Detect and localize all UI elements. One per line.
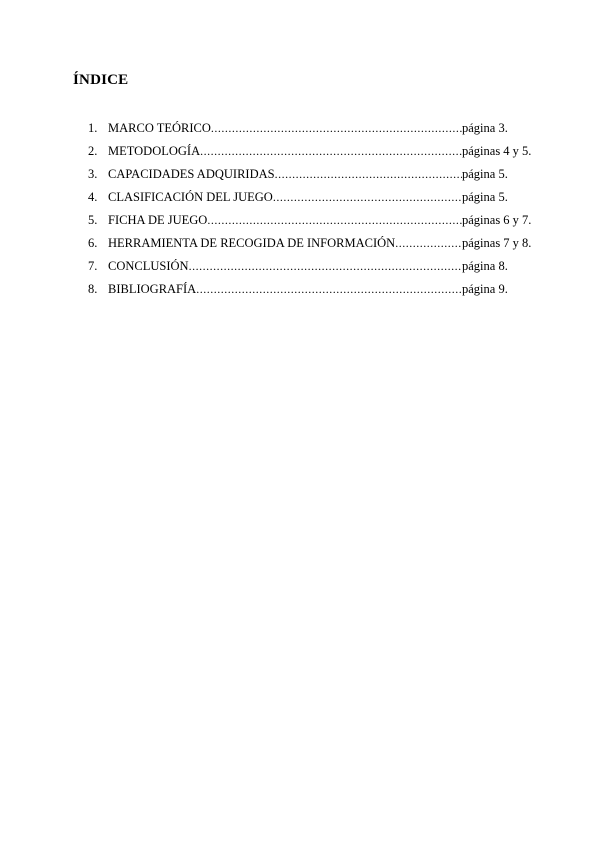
table-of-contents xyxy=(88,121,538,305)
toc-item-number: 1. xyxy=(88,121,98,135)
toc-item-label: HERRAMIENTA DE RECOGIDA DE INFORMACIÓN xyxy=(108,236,396,250)
toc-item-number: 6. xyxy=(88,236,98,250)
toc-item-number: 2. xyxy=(88,144,98,158)
index-title: ÍNDICE xyxy=(73,72,129,88)
toc-item-pages: página 5. xyxy=(462,167,508,181)
toc-item-pages: página 5. xyxy=(462,190,508,204)
toc-item xyxy=(88,144,538,167)
toc-item-pages: página 9. xyxy=(462,282,508,296)
toc-item-number: 7. xyxy=(88,259,98,273)
toc-item-label: CLASIFICACIÓN DEL JUEGO xyxy=(108,190,273,204)
toc-item xyxy=(88,259,538,282)
toc-item-pages: páginas 6 y 7. xyxy=(462,213,532,227)
dot-leader xyxy=(211,121,462,136)
toc-item-number: 8. xyxy=(88,282,98,296)
toc-item-label: BIBLIOGRAFÍA xyxy=(108,282,197,296)
toc-item xyxy=(88,190,538,213)
toc-item-pages: página 3. xyxy=(462,121,508,135)
dot-leader xyxy=(395,236,462,251)
toc-item-pages: páginas 7 y 8. xyxy=(462,236,532,250)
toc-item-number: 5. xyxy=(88,213,98,227)
toc-item xyxy=(88,121,538,144)
toc-item xyxy=(88,282,538,305)
toc-item-number: 4. xyxy=(88,190,98,204)
dot-leader xyxy=(207,213,462,228)
toc-item xyxy=(88,213,538,236)
toc-item-label: FICHA DE JUEGO xyxy=(108,213,208,227)
toc-item-label: CONCLUSIÓN xyxy=(108,259,189,273)
toc-item-label: CAPACIDADES ADQUIRIDAS xyxy=(108,167,275,181)
toc-item-number: 3. xyxy=(88,167,98,181)
toc-item-label: MARCO TEÓRICO xyxy=(108,121,211,135)
dot-leader xyxy=(273,190,462,205)
dot-leader xyxy=(200,144,462,159)
dot-leader xyxy=(275,167,462,182)
toc-item xyxy=(88,167,538,190)
dot-leader xyxy=(196,282,462,297)
toc-item-label: METODOLOGÍA xyxy=(108,144,201,158)
dot-leader xyxy=(189,259,462,274)
toc-item-pages: página 8. xyxy=(462,259,508,273)
toc-item xyxy=(88,236,538,259)
toc-item-pages: páginas 4 y 5. xyxy=(462,144,532,158)
